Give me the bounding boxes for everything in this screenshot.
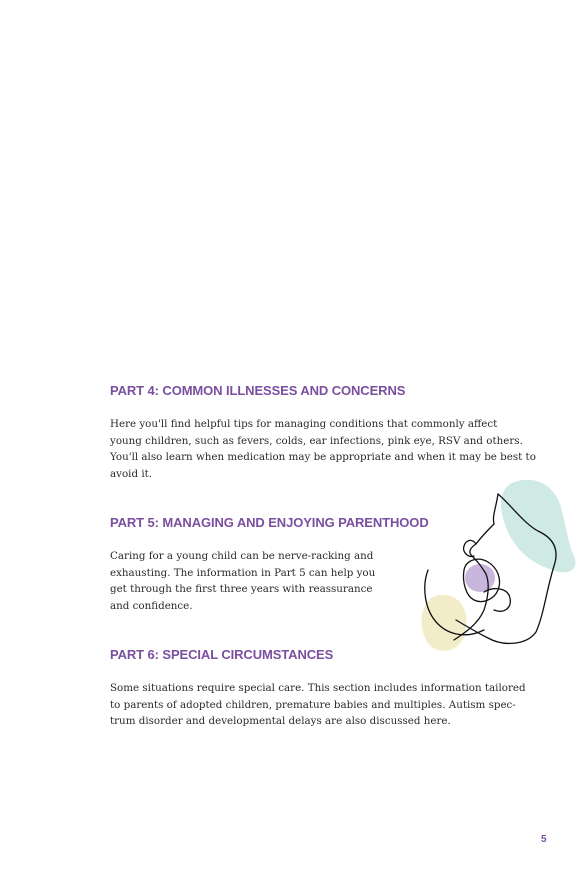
body-line: avoid it. xyxy=(110,467,153,480)
section-heading-part-4: PART 4: COMMON ILLNESSES AND CONCERNS xyxy=(110,383,406,398)
page-number: 5 xyxy=(541,834,547,845)
section-body-part-6 xyxy=(110,680,526,730)
body-line: Some situations require special care. This section includes information tailored xyxy=(110,682,526,694)
body-line: to parents of adopted children, premature babies and multiples. Autism spec- xyxy=(110,698,516,711)
mint-blob xyxy=(501,480,576,573)
body-line: trum disorder and developmental delays are also discussed here. xyxy=(110,715,451,728)
body-line: Here you'll find helpful tips for managing conditions that commonly affect xyxy=(110,418,498,430)
body-line: and confidence. xyxy=(110,599,193,612)
body-line: young children, such as fevers, colds, ear infections, pink eye, RSV and others. xyxy=(110,434,523,447)
lavender-blob xyxy=(465,564,495,592)
body-line: Caring for a young child can be nerve-racking and xyxy=(110,550,374,562)
section-heading-part-5: PART 5: MANAGING AND ENJOYING PARENTHOOD xyxy=(110,515,429,530)
body-line: get through the first three years with reassurance xyxy=(110,583,373,596)
parent-holding-baby-illustration xyxy=(418,474,578,654)
section-body-part-4 xyxy=(110,416,536,482)
section-body-part-5 xyxy=(110,548,375,614)
body-line: You'll also learn when medication may be appropriate and when it may be best to xyxy=(110,451,536,464)
body-line: exhausting. The information in Part 5 can help you xyxy=(110,566,376,579)
section-heading-part-6: PART 6: SPECIAL CIRCUMSTANCES xyxy=(110,647,334,662)
